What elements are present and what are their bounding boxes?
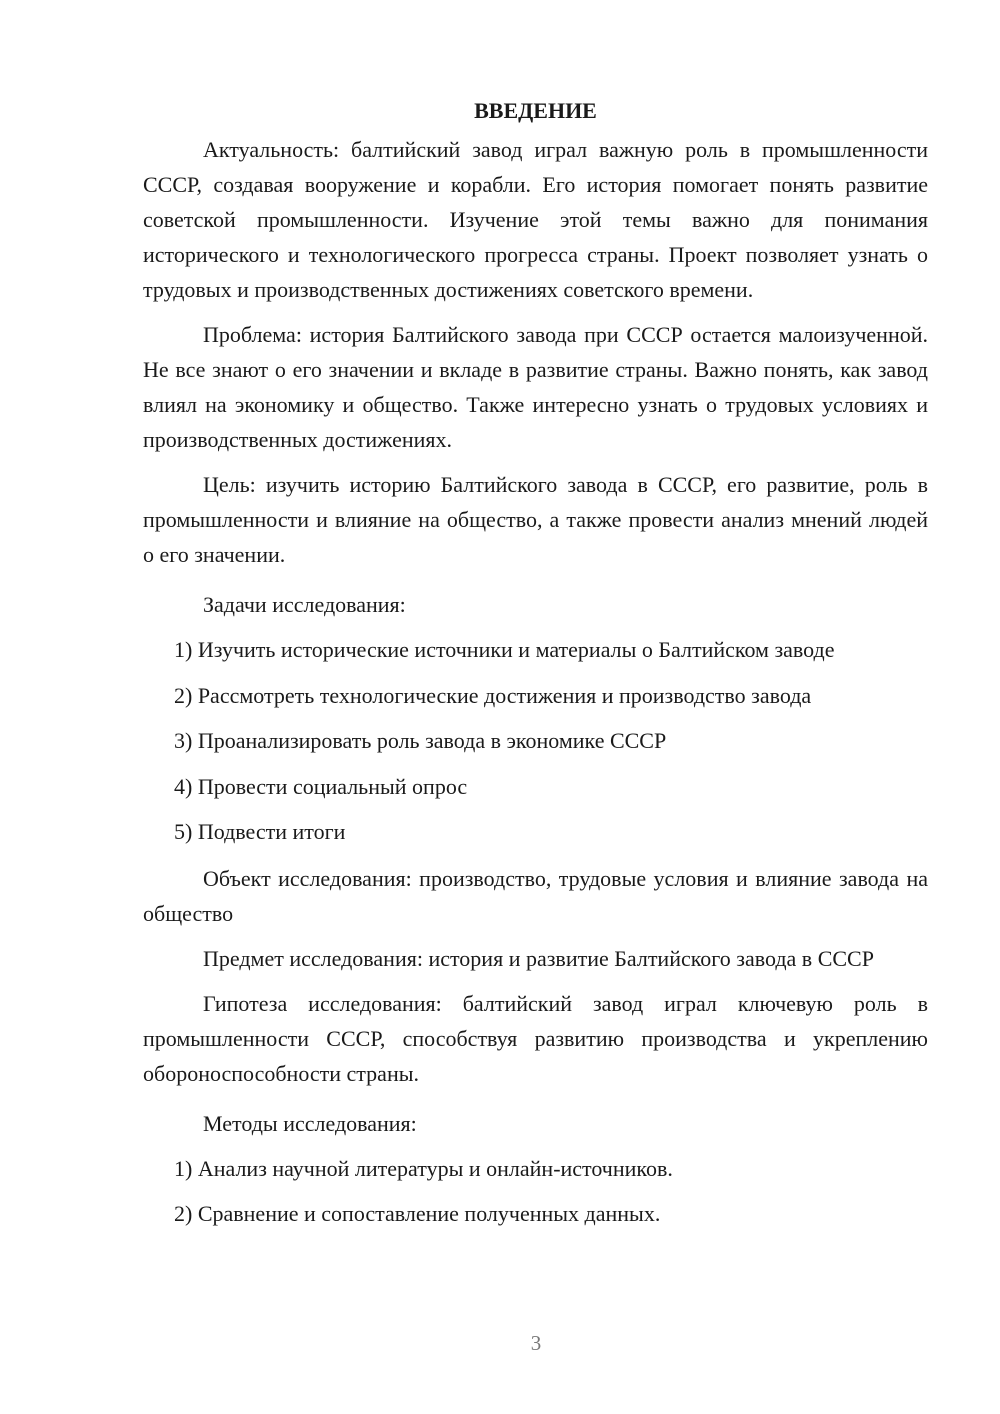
problem-paragraph: Проблема: история Балтийского завода при СССР остается малоизученной. Не все знают о его значении и вкладе в развитие страны. Важно понять, как завод влиял на экономику и общество. Также интересно узнать о трудовых условиях и производственных достижениях. xyxy=(143,322,928,452)
list-item: 4) Провести социальный опрос xyxy=(174,773,468,799)
subject-paragraph: Предмет исследования: история и развитие Балтийского завода в СССР xyxy=(203,945,874,971)
methods-list xyxy=(143,1146,928,1237)
list-item: 5) Подвести итоги xyxy=(174,819,346,844)
list-item: 3) Проанализировать роль завода в экономике СССР xyxy=(174,728,667,753)
tasks-list xyxy=(143,627,928,855)
goal-paragraph: Цель: изучить историю Балтийского завода в СССР, его развитие, роль в промышленности и влияние на общество, а также провести анализ мнений людей о его значении. xyxy=(143,472,928,567)
methods-heading: Методы исследования: xyxy=(203,1110,417,1136)
page-number: 3 xyxy=(530,1331,542,1355)
page-title: ВВЕДЕНИЕ xyxy=(474,98,597,123)
tasks-heading: Задачи исследования: xyxy=(203,592,406,617)
object-paragraph: Объект исследования: производство, трудовые условия и влияние завода на общество xyxy=(143,865,928,926)
list-item: 1) Анализ научной литературы и онлайн-источников. xyxy=(174,1155,673,1181)
hypothesis-paragraph: Гипотеза исследования: балтийский завод играл ключевую роль в промышленности СССР, способствуя развитию производства и укреплению обороноспособности страны. xyxy=(143,990,928,1086)
list-item: 1) Изучить исторические источники и материалы о Балтийском заводе xyxy=(174,637,835,662)
list-item: 2) Сравнение и сопоставление полученных данных. xyxy=(174,1201,661,1226)
relevance-paragraph: Актуальность: балтийский завод играл важную роль в промышленности СССР, создавая вооружение и корабли. Его история помогает понять развитие советской промышленности. Изучение этой темы важно для понимания исторического и технологического прогресса страны. Проект позволяет узнать о трудовых и производственных достижениях советского времени. xyxy=(143,137,928,302)
list-item: 2) Рассмотреть технологические достижения и производство завода xyxy=(174,682,812,708)
page-content xyxy=(143,90,928,1237)
